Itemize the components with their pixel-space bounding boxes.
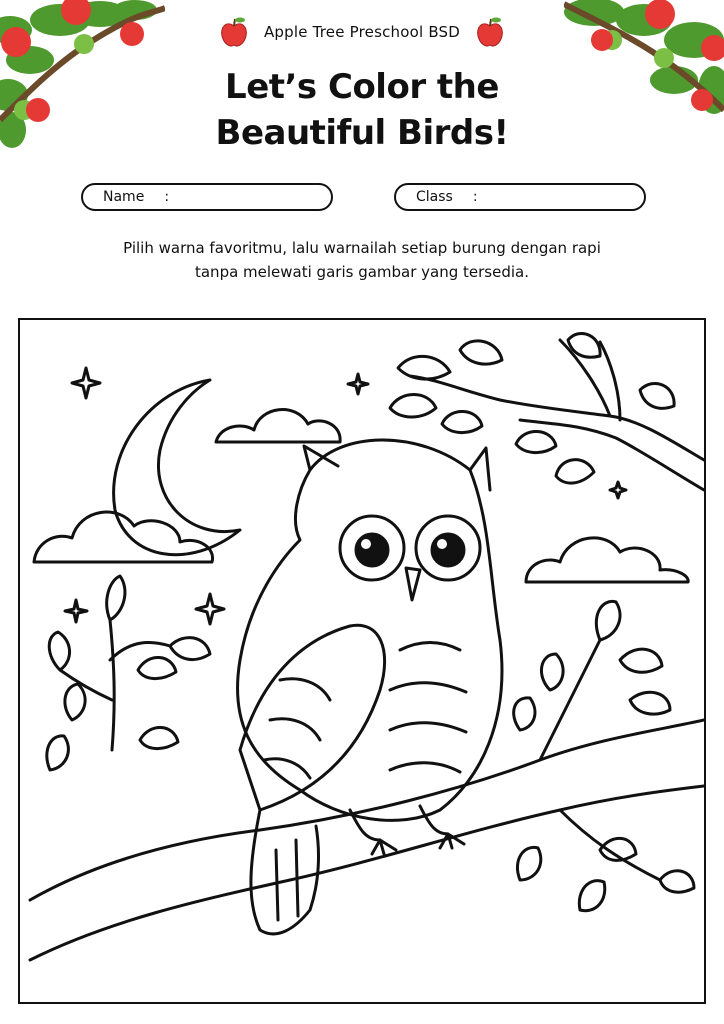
name-field[interactable] bbox=[81, 183, 333, 211]
school-header bbox=[0, 16, 724, 48]
instructions-line-2: tanpa melewati garis gambar yang tersedia. bbox=[194, 263, 529, 281]
coloring-frame bbox=[18, 318, 706, 1004]
leaf-icon bbox=[47, 576, 210, 770]
title-line-2: Beautiful Birds! bbox=[215, 113, 509, 153]
class-separator: : bbox=[472, 189, 478, 205]
star-icon bbox=[610, 482, 626, 498]
star-icon bbox=[72, 368, 100, 398]
star-icon bbox=[348, 374, 368, 394]
moon-icon bbox=[114, 380, 240, 555]
leaf-icon bbox=[390, 333, 674, 483]
instructions-line-1: Pilih warna favoritmu, lalu warnailah setiap burung dengan rapi bbox=[123, 239, 601, 257]
instructions bbox=[0, 236, 724, 284]
apple-icon bbox=[476, 16, 504, 48]
cloud-icon bbox=[216, 410, 340, 442]
cloud-icon bbox=[526, 538, 688, 582]
star-icon bbox=[196, 594, 224, 624]
class-field[interactable] bbox=[394, 183, 646, 211]
name-separator: : bbox=[164, 189, 170, 205]
school-name: Apple Tree Preschool BSD bbox=[263, 23, 461, 41]
class-label: Class bbox=[416, 189, 453, 205]
name-label: Name bbox=[103, 189, 145, 205]
page-title bbox=[0, 64, 724, 156]
title-line-1: Let’s Color the bbox=[225, 67, 499, 107]
apple-icon bbox=[220, 16, 248, 48]
owl-on-branch-icon bbox=[20, 320, 704, 1002]
star-icon bbox=[65, 600, 87, 622]
